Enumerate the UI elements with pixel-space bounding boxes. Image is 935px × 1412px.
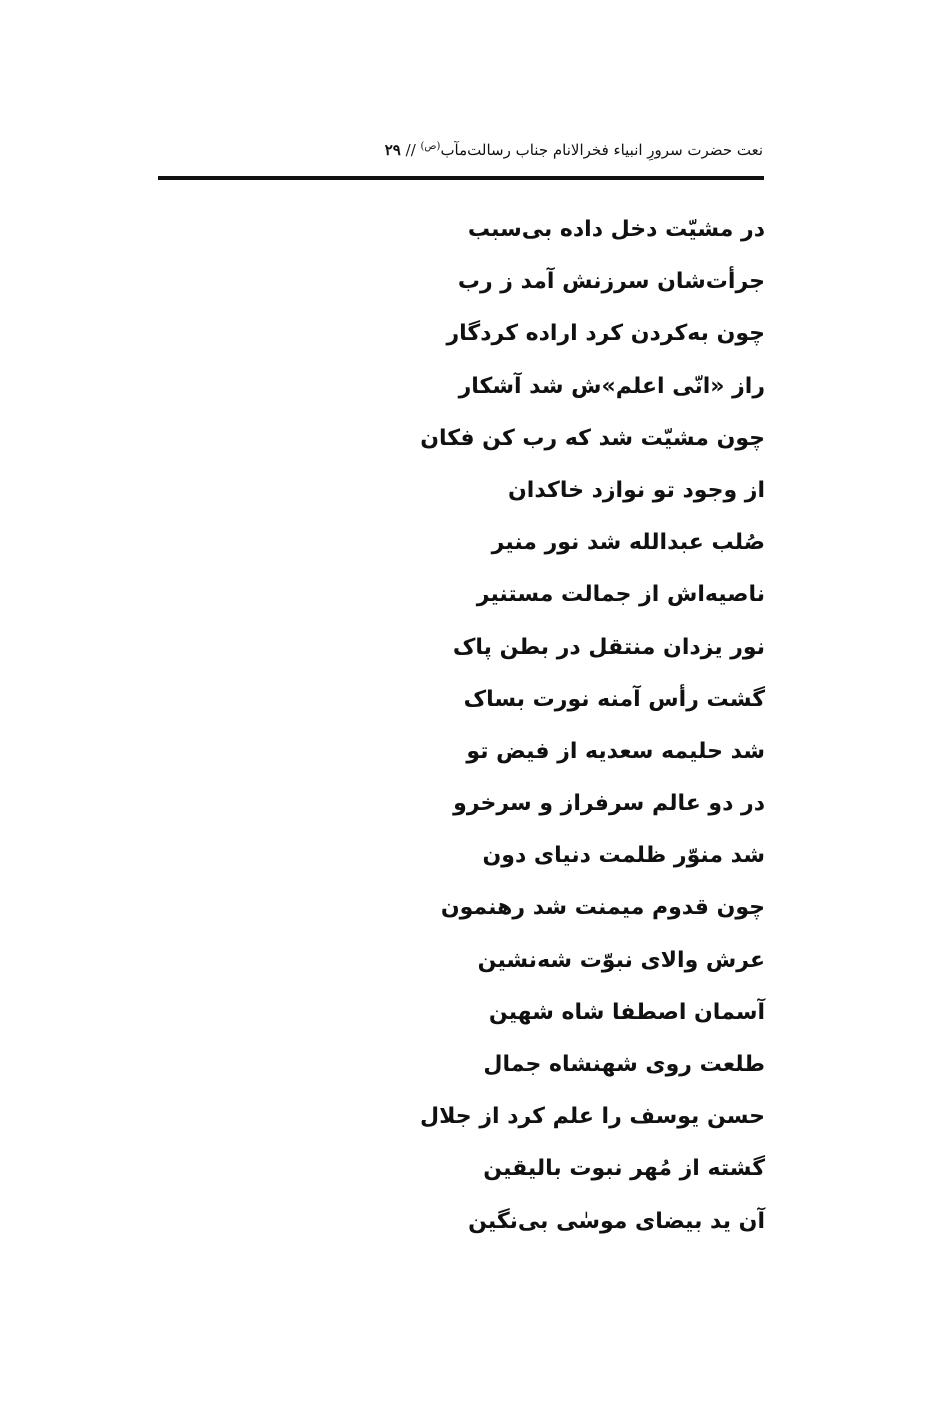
page-number: ۲۹: [384, 141, 401, 159]
verse-line: چون مشیّت شد که رب کن فکان: [420, 425, 765, 451]
honorific-mark: (ص): [420, 141, 441, 152]
verse-line: آن ید بیضای موسٰی بی‌نگین: [468, 1208, 765, 1234]
verse-line: در مشیّت دخل داده بی‌سبب: [467, 217, 765, 242]
verse-line: در دو عالم سرفراز و سرخرو: [453, 791, 765, 817]
verse-line: طلعت روی شهنشاه جمال: [483, 1052, 765, 1077]
verse-line: گشت رأس آمنه نورت بساک: [463, 686, 765, 712]
verse-line: ناصیه‌اش از جمالت مستنیر: [476, 582, 765, 608]
verse-line: نور یزدان منتقل در بطن پاک: [452, 634, 765, 660]
verse-line: صُلب عبدالله شد نور منیر: [491, 530, 765, 556]
verse-line: راز «انّی اعلم»ش شد آشکار: [458, 373, 765, 399]
verse-line: حسن یوسف را علم کرد از جلال: [420, 1104, 765, 1130]
header-separator: //: [405, 141, 416, 159]
verse-line: آسمان اصطفا شاه شهین: [488, 999, 765, 1025]
verse-line: از وجود تو نوازد خاکدان: [508, 477, 765, 503]
poem-body: [420, 206, 765, 1250]
verse-line: چون به‌کردن کرد اراده کردگار: [446, 321, 765, 347]
verse-line: گشته از مُهر نبوت بالیقین: [483, 1156, 765, 1182]
verse-line: چون قدوم میمنت شد رهنمون: [440, 895, 765, 921]
verse-line: جرأت‌شان سرزنش آمد ز رب: [457, 269, 765, 295]
header-rule: [158, 176, 764, 180]
header-title: نعت حضرت سرورِ انبیاء فخرالانام جناب رسالت‌مآب: [440, 141, 763, 159]
verse-line: عرش والای نبوّت شه‌نشین: [477, 947, 765, 973]
verse-line: شد حلیمه سعدیه از فیض تو: [466, 738, 765, 764]
verse-line: شد منوّر ظلمت دنیای دون: [482, 843, 765, 869]
running-header: [158, 141, 763, 171]
